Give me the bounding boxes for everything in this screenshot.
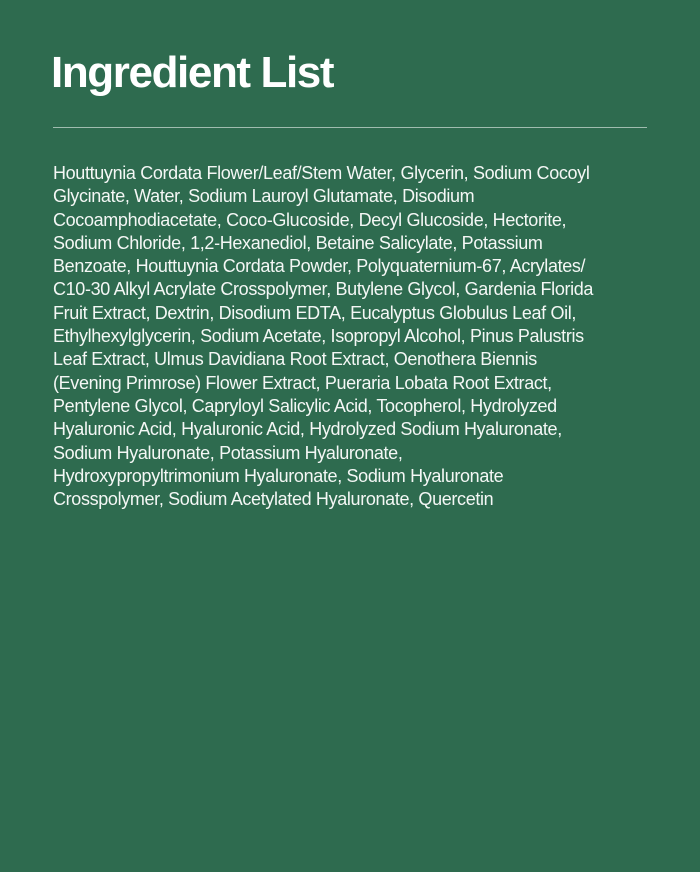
- ingredient-line: Houttuynia Cordata Flower/Leaf/Stem Water, Glycerin, Sodium Cocoyl: [53, 163, 590, 183]
- ingredient-line: Fruit Extract, Dextrin, Disodium EDTA, Eucalyptus Globulus Leaf Oil,: [53, 302, 577, 323]
- ingredient-line: Sodium Chloride, 1,2-Hexanediol, Betaine Salicylate, Potassium: [53, 232, 543, 253]
- ingredient-line: Sodium Hyaluronate, Potassium Hyaluronate,: [53, 442, 403, 463]
- ingredient-line: Pentylene Glycol, Capryloyl Salicylic Acid, Tocopherol, Hydrolyzed: [53, 395, 557, 416]
- ingredient-line: Leaf Extract, Ulmus Davidiana Root Extract, Oenothera Biennis: [53, 349, 537, 370]
- ingredient-line: Glycinate, Water, Sodium Lauroyl Glutamate, Disodium: [53, 186, 475, 207]
- ingredient-line: Hydroxypropyltrimonium Hyaluronate, Sodium Hyaluronate: [53, 465, 504, 486]
- ingredient-line: Hyaluronic Acid, Hyaluronic Acid, Hydrolyzed Sodium Hyaluronate,: [53, 419, 562, 440]
- ingredient-line: Crosspolymer, Sodium Acetylated Hyaluronate, Quercetin: [53, 489, 494, 510]
- ingredient-line: Benzoate, Houttuynia Cordata Powder, Polyquaternium-67, Acrylates/: [53, 256, 586, 277]
- page-title: Ingredient List: [51, 48, 334, 97]
- ingredient-line: Ethylhexylglycerin, Sodium Acetate, Isopropyl Alcohol, Pinus Palustris: [53, 326, 584, 347]
- ingredient-text: [53, 162, 651, 511]
- ingredient-line: Cocoamphodiacetate, Coco-Glucoside, Decyl Glucoside, Hectorite,: [53, 209, 567, 230]
- ingredient-line: C10-30 Alkyl Acrylate Crosspolymer, Butylene Glycol, Gardenia Florida: [53, 279, 594, 300]
- title-divider: [53, 127, 647, 128]
- ingredient-line: (Evening Primrose) Flower Extract, Pueraria Lobata Root Extract,: [53, 372, 552, 393]
